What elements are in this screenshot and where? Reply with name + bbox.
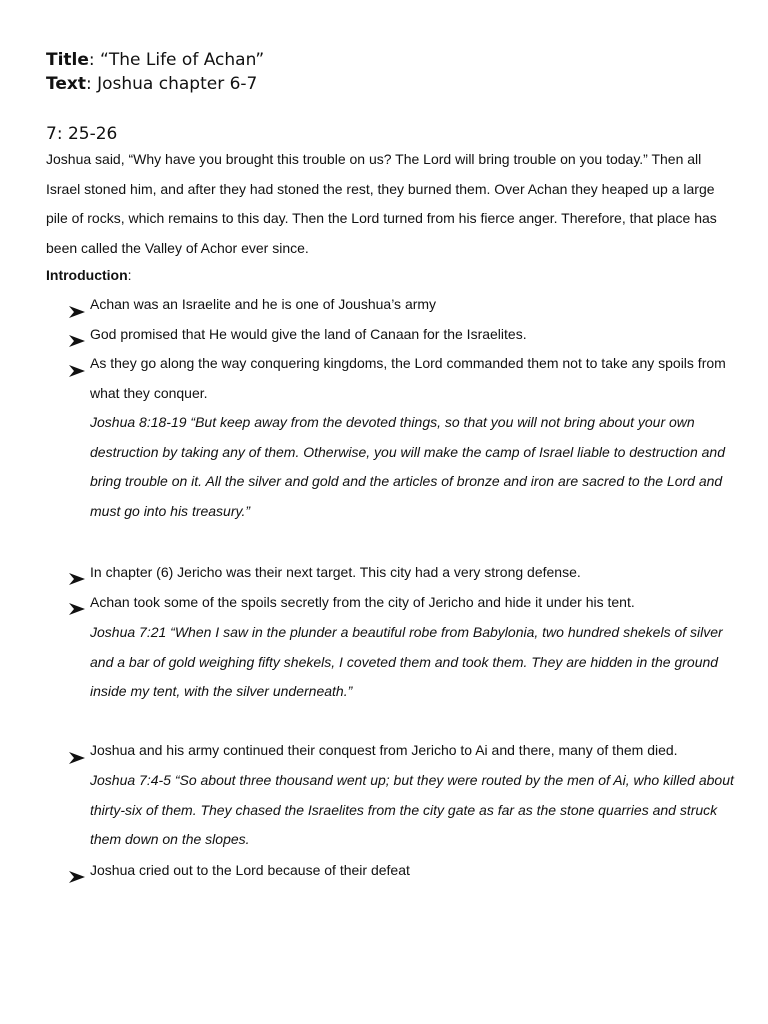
list-item: In chapter (6) Jericho was their next target. This city had a very strong defense. (90, 564, 581, 580)
scripture-quote: Joshua 7:21 “When I saw in the plunder a beautiful robe from Babylonia, two hundred shekels of silver and a bar of gold weighing fifty shekels, I coveted them and took them. They are hidden in the ground inside my tent, with the silver underneath.” (90, 624, 723, 699)
passage-body: Joshua said, “Why have you brought this trouble on us? The Lord will bring trouble on you today.” Then all Israel stoned him, and after they had stoned the rest, they burned them. Over Achan they heaped up a large pile of rocks, which remains to this day. Then the Lord turned from his fierce anger. Therefore, that place has been called the Valley of Achor ever since. (46, 151, 717, 256)
arrowhead-bullet-icon (68, 870, 86, 884)
introduction-heading (46, 264, 132, 286)
introduction-label: Introduction (46, 267, 128, 283)
list-item: Achan was an Israelite and he is one of Joushua’s army (90, 296, 437, 312)
title-line (46, 48, 264, 72)
list-item: Achan took some of the spoils secretly from the city of Jericho and hide it under his tent. (90, 594, 635, 610)
text-line (46, 72, 257, 96)
title-label: Title (46, 50, 89, 70)
title-value: : “The Life of Achan” (88, 50, 265, 70)
text-value: : Joshua chapter 6-7 (85, 74, 258, 94)
arrowhead-bullet-icon (68, 751, 86, 765)
list-item: As they go along the way conquering kingdoms, the Lord commanded them not to take any spoils from what they conquer. (90, 355, 726, 401)
list-item: Joshua and his army continued their conquest from Jericho to Ai and there, many of them died. (90, 742, 678, 758)
arrowhead-bullet-icon (68, 334, 86, 348)
list-item: God promised that He would give the land of Canaan for the Israelites. (90, 326, 527, 342)
arrowhead-bullet-icon (68, 572, 86, 586)
arrowhead-bullet-icon (68, 305, 86, 319)
passage-reference: 7: 25-26 (46, 124, 118, 144)
list-item: Joshua cried out to the Lord because of their defeat (90, 862, 410, 878)
scripture-quote: Joshua 8:18-19 “But keep away from the devoted things, so that you will not bring about your own destruction by taking any of them. Otherwise, you will make the camp of Israel liable to destruction and bring trouble on it. All the silver and gold and the articles of bronze and iron are sacred to the Lord and must go into his treasury.” (90, 414, 725, 519)
scripture-quote: Joshua 7:4-5 “So about three thousand went up; but they were routed by the men of Ai, who killed about thirty-six of them. They chased the Israelites from the city gate as far as the stone quarries and struck them down on the slopes. (90, 772, 734, 847)
text-label: Text (46, 74, 86, 94)
arrowhead-bullet-icon (68, 602, 86, 616)
introduction-colon: : (127, 267, 132, 283)
arrowhead-bullet-icon (68, 364, 86, 378)
